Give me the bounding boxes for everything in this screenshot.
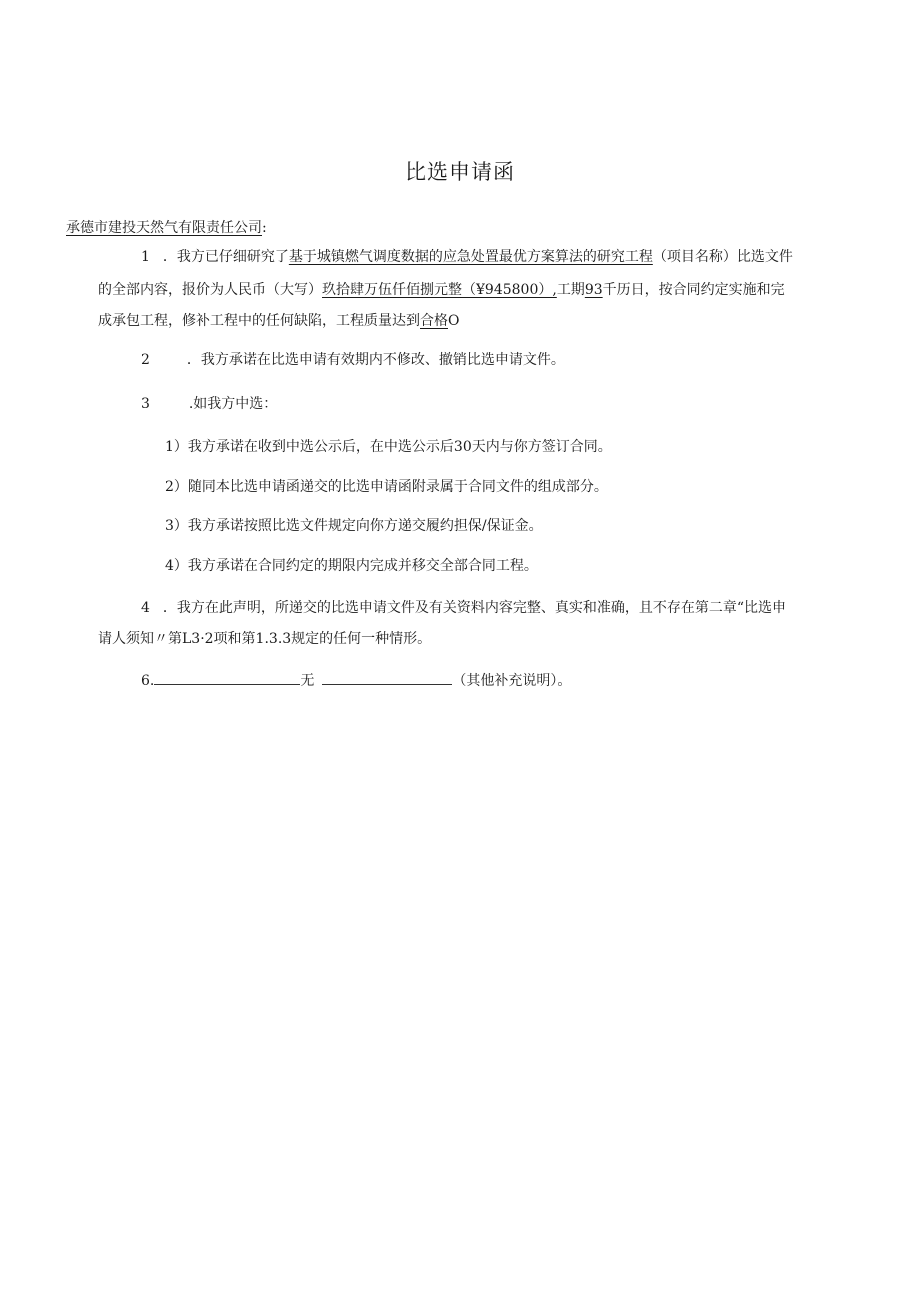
para-4-text-1: ．我方在此声明，所递交的比选申请文件及有关资料内容完整、真实和准确，且不存在第二章“比选申 (162, 600, 786, 616)
para-1-line-3-b: O (448, 313, 460, 329)
para-1-line-3 (98, 311, 459, 331)
sub-item-2: 2）随同本比选申请函递交的比选申请函附录属于合同文件的组成部分。 (165, 479, 608, 495)
para-4-line-1 (141, 598, 786, 618)
para-4-number: 4 (141, 600, 150, 616)
para-1-line-2 (98, 280, 785, 300)
addressee-line (66, 218, 267, 238)
para-6-number: 6. (141, 673, 155, 689)
para-3-number: 3 (141, 396, 150, 412)
para-6-mid: 无 (300, 673, 315, 689)
para-6-tail: （其他补充说明）。 (452, 673, 572, 689)
para-3 (141, 394, 277, 414)
para-2-text: ．我方承诺在比选申请有效期内不修改、撤销比选申请文件。 (186, 352, 565, 368)
para-1-line-3-a: 成承包工程，修补工程中的任何缺陷，工程质量达到 (98, 313, 420, 329)
para-1-line-2-c: 千历日，按合同约定实施和完 (602, 282, 785, 298)
para-1-line-1 (141, 247, 793, 267)
bid-price: 玖拾肆万伍仟佰捌元整（¥945800）, (322, 282, 557, 298)
para-3-text: .如我方中选： (188, 396, 278, 412)
para-1-text-b: （项目名称）比选文件 (652, 249, 793, 265)
sub-item-4: 4）我方承诺在合同约定的期限内完成并移交全部合同工程。 (165, 558, 538, 574)
para-1-number: 1 (141, 249, 150, 265)
para-1-text-a: ．我方已仔细研究了 (162, 249, 289, 265)
para-6 (141, 670, 571, 691)
sub-item-3: 3）我方承诺按照比选文件规定向你方递交履约担保/保证金。 (165, 518, 543, 534)
addressee-suffix: : (262, 220, 267, 236)
addressee: 承德市建投天然气有限责任公司 (66, 220, 262, 236)
duration-days: 93 (584, 282, 603, 298)
para-4-line-2: 请人须知〃第L3·2项和第1.3.3规定的任何一种情形。 (98, 631, 432, 647)
project-name: 基于城镇燃气调度数据的应急处置最优方案算法的研究工程 (288, 249, 653, 265)
para-1-line-2-a: 的全部内容，报价为人民币（大写） (98, 282, 322, 298)
quality-level: 合格 (420, 313, 448, 329)
page-title: 比选申请函 (405, 160, 515, 184)
blank-line-2 (322, 670, 452, 685)
para-2 (141, 350, 565, 370)
sub-item-1: 1）我方承诺在收到中选公示后，在中选公示后30天内与你方签订合同。 (165, 439, 612, 455)
para-2-number: 2 (141, 352, 150, 368)
para-1-line-2-b: 工期 (556, 282, 585, 298)
blank-line-1 (154, 670, 300, 685)
